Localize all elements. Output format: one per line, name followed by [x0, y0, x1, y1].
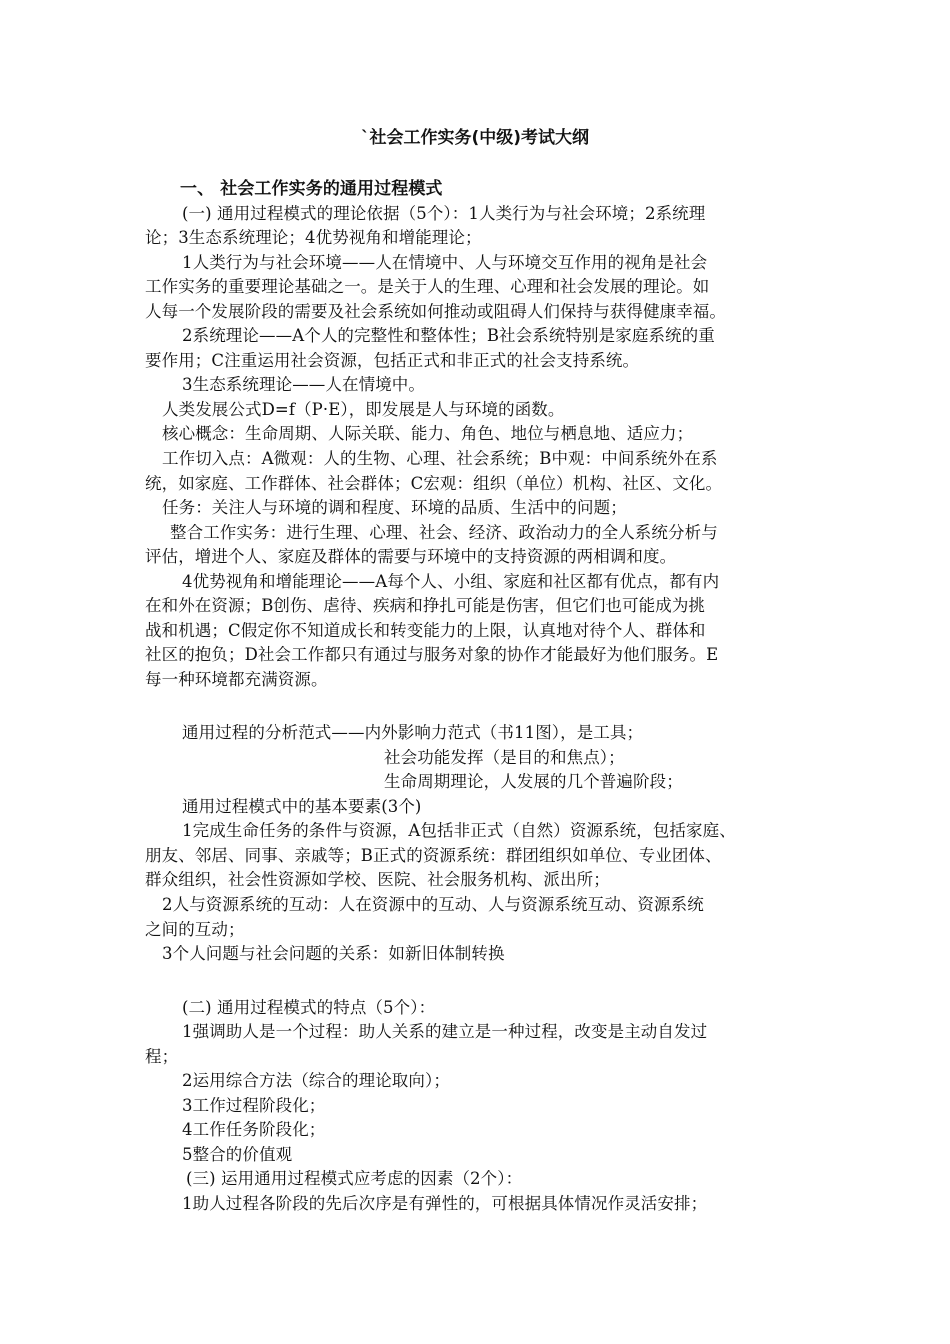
paragraph-line: 群众组织，社会性资源如学校、医院、社会服务机构、派出所；	[145, 870, 610, 889]
paragraph-line: 社会功能发挥（是目的和焦点）；	[384, 748, 625, 767]
paragraph-line: 工作切入点：A微观：人的生物、心理、社会系统；B中观：中间系统外在系	[162, 449, 718, 468]
paragraph-line: 1人类行为与社会环境——人在情境中、人与环境交互作用的视角是社会	[182, 253, 708, 272]
paragraph-line: 通用过程的分析范式——内外影响力范式（书11图），是工具；	[182, 723, 644, 742]
paragraph-line: 论；3生态系统理论；4优势视角和增能理论；	[145, 228, 482, 247]
paragraph-line: 工作实务的重要理论基础之一。是关于人的生理、心理和社会发展的理论。如	[145, 277, 710, 296]
paragraph-line: 评估，增进个人、家庭及群体的需要与环境中的支持资源的两相调和度。	[145, 547, 677, 566]
paragraph-line: 2人与资源系统的互动：人在资源中的互动、人与资源系统互动、资源系统	[162, 895, 704, 914]
paragraph-line: 3生态系统理论——人在情境中。	[182, 375, 425, 394]
paragraph-line: 2运用综合方法（综合的理论取向）；	[182, 1071, 450, 1090]
paragraph-line: 1完成生命任务的条件与资源，A包括非正式（自然）资源系统，包括家庭、	[182, 821, 736, 840]
paragraph-line: 2系统理论——A个人的完整性和整体性；B社会系统特别是家庭系统的重	[182, 326, 715, 345]
paragraph-line: 任务：关注人与环境的调和程度、环境的品质、生活中的问题；	[162, 498, 627, 517]
paragraph-line: 朋友、邻居、同事、亲戚等；B正式的资源系统：群团组织如单位、专业团体、	[145, 846, 722, 865]
paragraph-line: 3个人问题与社会问题的关系：如新旧体制转换	[162, 944, 505, 963]
paragraph-line: 整合工作实务：进行生理、心理、社会、经济、政治动力的全人系统分析与	[170, 523, 718, 542]
paragraph-line: 4工作任务阶段化；	[182, 1120, 326, 1139]
paragraph-line: 每一种环境都充满资源。	[145, 670, 328, 689]
paragraph-line: 之间的互动；	[145, 920, 245, 939]
paragraph-line: 程；	[145, 1047, 179, 1066]
paragraph-line: 1强调助人是一个过程：助人关系的建立是一种过程，改变是主动自发过	[182, 1022, 708, 1041]
paragraph-line: 要作用；C注重运用社会资源，包括正式和非正式的社会支持系统。	[145, 351, 640, 370]
paragraph-line: 3工作过程阶段化；	[182, 1096, 326, 1115]
paragraph-line: 统，如家庭、工作群体、社会群体；C宏观：组织（单位）机构、社区、文化。	[145, 474, 723, 493]
paragraph-line: 核心概念：生命周期、人际关联、能力、角色、地位与栖息地、适应力；	[162, 424, 694, 443]
paragraph-line: 人每一个发展阶段的需要及社会系统如何推动或阻碍人们保持与获得健康幸福。	[145, 302, 726, 321]
paragraph-line: (一) 通用过程模式的理论依据（5个）：1人类行为与社会环境；2系统理	[182, 204, 706, 223]
paragraph-line: 4优势视角和增能理论——A每个人、小组、家庭和社区都有优点，都有内	[182, 572, 720, 591]
section-heading-1: 一、 社会工作实务的通用过程模式	[180, 179, 443, 199]
paragraph-line: 战和机遇；C假定你不知道成长和转变能力的上限，认真地对待个人、群体和	[145, 621, 706, 640]
paragraph-line: 社区的抱负；D社会工作都只有通过与服务对象的协作才能最好为他们服务。E	[145, 645, 719, 664]
paragraph-line: 人类发展公式D=f（P·E），即发展是人与环境的函数。	[162, 400, 565, 419]
paragraph-line: 在和外在资源；B创伤、虐待、疾病和挣扎可能是伤害，但它们也可能成为挑	[145, 596, 706, 615]
paragraph-line: 5整合的价值观	[182, 1145, 293, 1164]
paragraph-line: 1助人过程各阶段的先后次序是有弹性的，可根据具体情况作灵活安排；	[182, 1194, 708, 1213]
paragraph-line: (二) 通用过程模式的特点（5个）：	[182, 998, 436, 1017]
paragraph-line: 通用过程模式中的基本要素(3个)	[182, 797, 422, 816]
paragraph-line: 生命周期理论，人发展的几个普遍阶段；	[384, 772, 683, 791]
paragraph-line: (三) 运用通用过程模式应考虑的因素（2个）：	[186, 1169, 523, 1188]
document-title: `社会工作实务(中级)考试大纲	[360, 128, 590, 148]
